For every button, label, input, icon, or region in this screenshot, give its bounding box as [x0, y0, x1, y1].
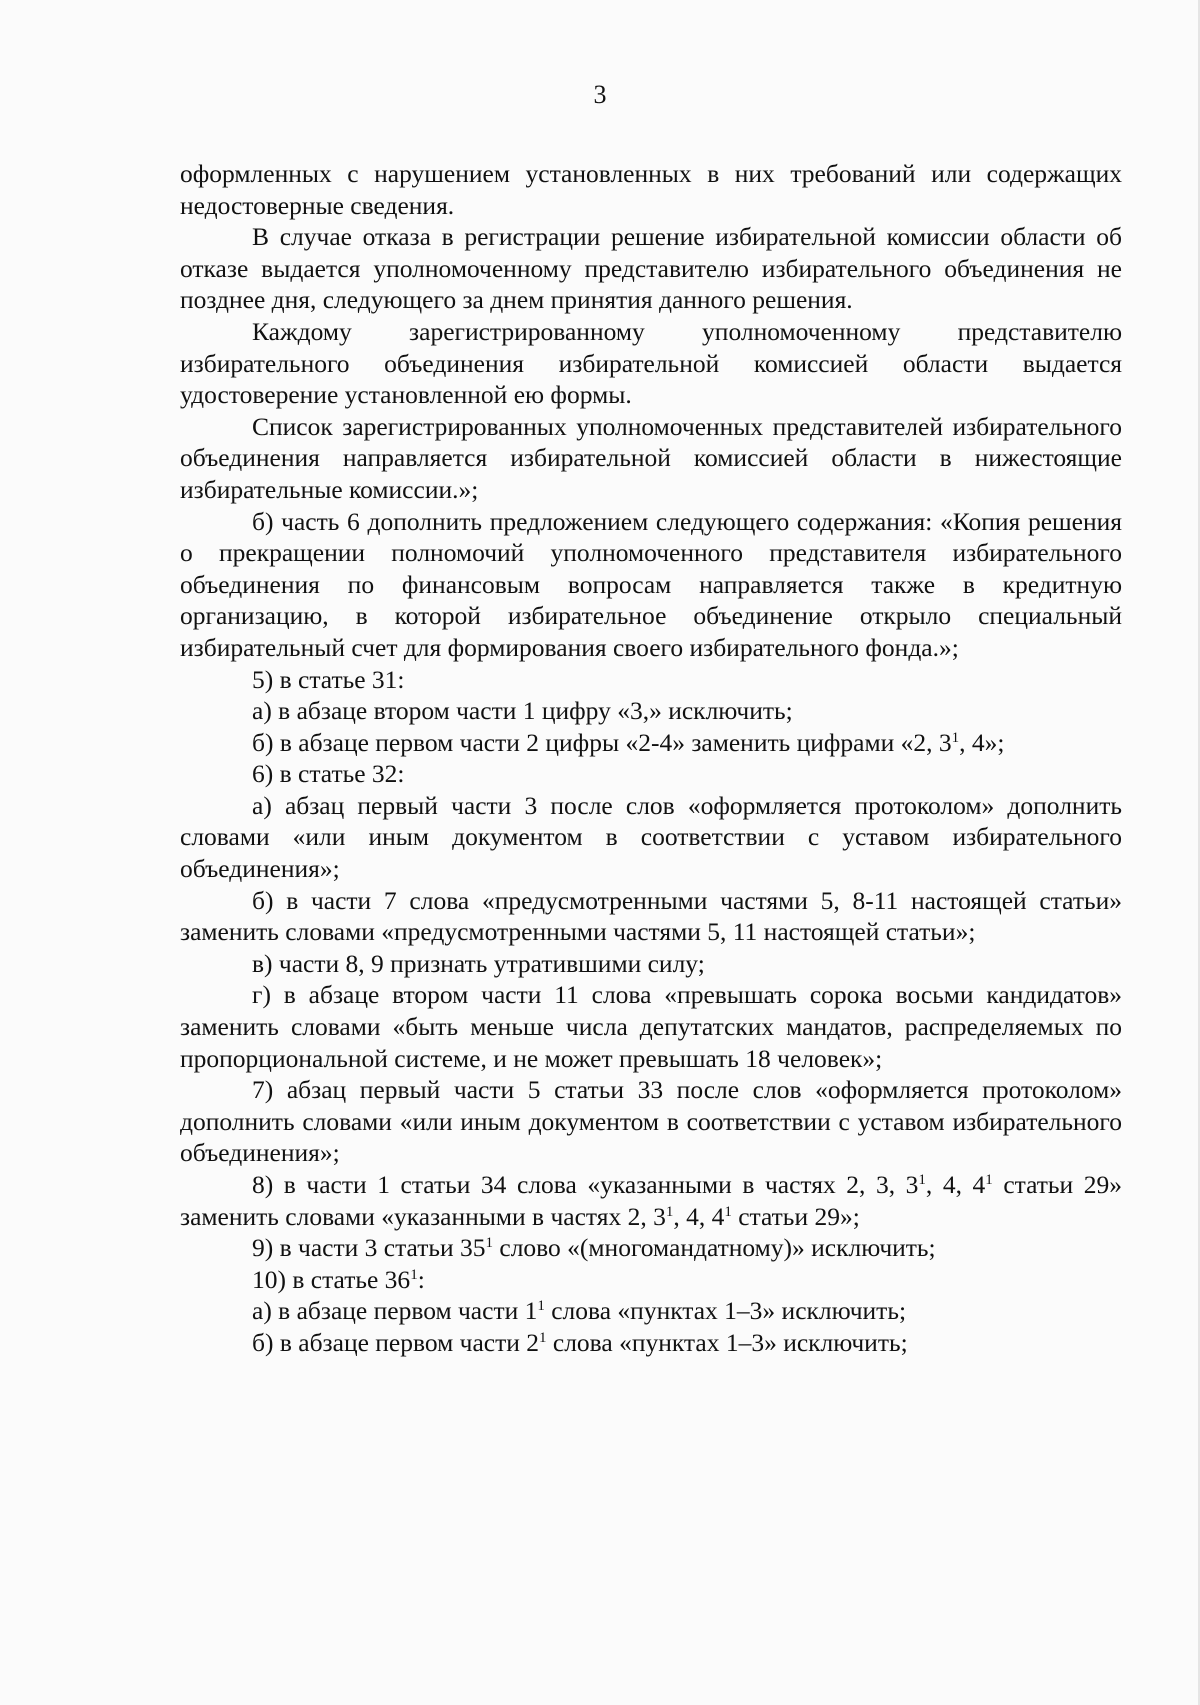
paragraph-article-33: 7) абзац первый части 5 статьи 33 после слов «оформляется протоколом» дополнить словами «или иным документом в соответствии с уставом избирательного объединения»;: [180, 1075, 1122, 1168]
page-number: 3: [593, 80, 607, 109]
document-body: [180, 158, 1122, 1359]
paragraph-article-36-1-b: б) в абзаце первом части $2^1$ слова «пунктах 1–3» исключить;: [252, 1327, 908, 1357]
paragraph-article-35-1: 9) в части 3 статьи $35^1$ слово «(многомандатному)» исключить;: [252, 1233, 936, 1263]
paragraph-article-32: 6) в статье 32:: [252, 759, 405, 789]
paragraph-article-31-b: б) в абзаце первом части 2 цифры «2-4» заменить цифрами «2, $3^1$, 4»;: [252, 727, 1005, 757]
paragraph-article-32-b: б) в части 7 слова «предусмотренными частями 5, 8-11 настоящей статьи» заменить словами «предусмотренными частями 5, 11 настоящей статьи»;: [180, 885, 1122, 947]
paragraph-article-36-1-a: а) в абзаце первом части $1^1$ слова «пунктах 1–3» исключить;: [252, 1296, 907, 1326]
paragraph-article-32-v: в) части 8, 9 признать утратившими силу;: [252, 948, 705, 978]
paragraph-article-34: 8) в части 1 статьи 34 слова «указанными в частях 2, 3, $3^1$, 4, $4^1$ статьи 29» заменить словами «указанными в частях 2, $3^1$, 4, $4^1$ статьи 29»;: [180, 1170, 1122, 1231]
paragraph-article-31: 5) в статье 31:: [252, 664, 405, 694]
paragraph-article-31-a: а) в абзаце втором части 1 цифру «3,» исключить;: [252, 696, 793, 726]
paragraph-article-32-g: г) в абзаце втором части 11 слова «превышать сорока восьми кандидатов» заменить словами «быть меньше числа депутатских мандатов, распределяемых по пропорциональной системе, и не может превышать 18 человек»;: [180, 980, 1122, 1073]
paragraph-certificate: Каждому зарегистрированному уполномоченному представителю избирательного объединения избирательной комиссией области выдается удостоверение установленной ею формы.: [180, 316, 1122, 410]
paragraph-part-6-amendment: б) часть 6 дополнить предложением следующего содержания: «Копия решения о прекращении полномочий уполномоченного представителя избирательного объединения по финансовым вопросам направляется также в кредитную организацию, в которой избирательное объединение открыло специальный избирательный счет для формирования своего избирательного фонда.»;: [180, 506, 1122, 662]
paragraph-refusal-decision: В случае отказа в регистрации решение избирательной комиссии области об отказе выдается уполномоченному представителю избирательного объединения не позднее дня, следующего за днем принятия данного решения.: [180, 222, 1122, 315]
paragraph-list-of-representatives: Список зарегистрированных уполномоченных представителей избирательного объединения направляется избирательной комиссией области в нижестоящие избирательные комиссии.»;: [180, 411, 1122, 504]
paragraph-article-36-1: 10) в статье $36^1$:: [252, 1264, 425, 1294]
paragraph-article-32-a: а) абзац первый части 3 после слов «оформляется протоколом» дополнить словами «или иным документом в соответствии с уставом избирательного объединения»;: [180, 790, 1122, 884]
paragraph-continuation: оформленных с нарушением установленных в них требований или содержащих недостоверные сведения.: [180, 159, 1122, 220]
